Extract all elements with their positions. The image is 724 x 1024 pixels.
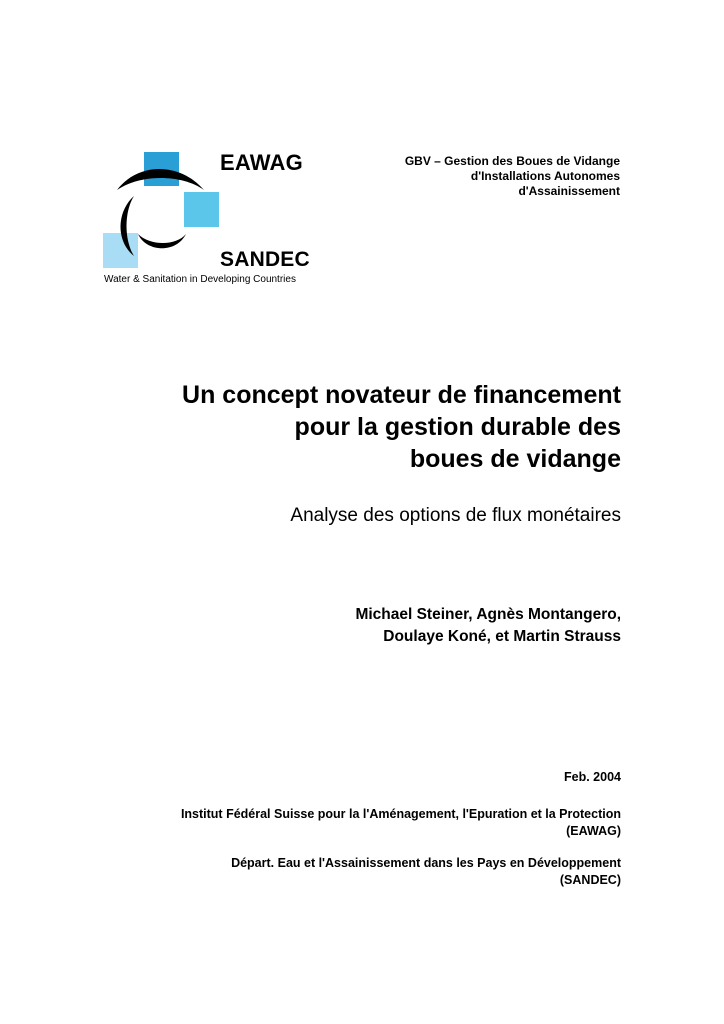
logo-tagline: Water & Sanitation in Developing Countries [104, 274, 296, 285]
logo-sandec-text: SANDEC [220, 248, 310, 271]
series-title-line-3: d'Assainissement [518, 184, 620, 198]
institute-line-2: (EAWAG) [566, 824, 621, 838]
authors-line-1: Michael Steiner, Agnès Montangero, [355, 606, 621, 623]
eawag-sandec-logo [100, 148, 320, 290]
authors [355, 604, 621, 648]
series-title [405, 154, 620, 199]
logo-eawag-text: EAWAG [220, 150, 303, 175]
series-title-line-1: GBV – Gestion des Boues de Vidange [404, 154, 620, 168]
document-title-line-2: pour la gestion durable des [294, 413, 621, 441]
logo-arc-bottom [138, 234, 186, 248]
department-line-2: (SANDEC) [559, 873, 621, 887]
document-title [182, 379, 621, 475]
document-title-line-3: boues de vidange [409, 445, 621, 473]
logo-square-mid [184, 192, 219, 227]
logo-graphic [100, 148, 222, 272]
department [231, 855, 621, 889]
logo-square-light [103, 233, 138, 268]
series-title-line-2: d'Installations Autonomes [470, 169, 620, 183]
logo-square-dark [144, 152, 179, 186]
institute-line-1: Institut Fédéral Suisse pour la l'Aménagement, l'Epuration et la Protection [180, 807, 621, 821]
document-title-line-1: Un concept novateur de financement [182, 381, 621, 409]
document-subtitle: Analyse des options de flux monétaires [290, 505, 621, 526]
institute [181, 806, 621, 840]
department-line-1: Départ. Eau et l'Assainissement dans les Pays en Développement [231, 856, 621, 870]
publication-date: Feb. 2004 [564, 770, 621, 784]
authors-line-2: Doulaye Koné, et Martin Strauss [383, 628, 621, 645]
